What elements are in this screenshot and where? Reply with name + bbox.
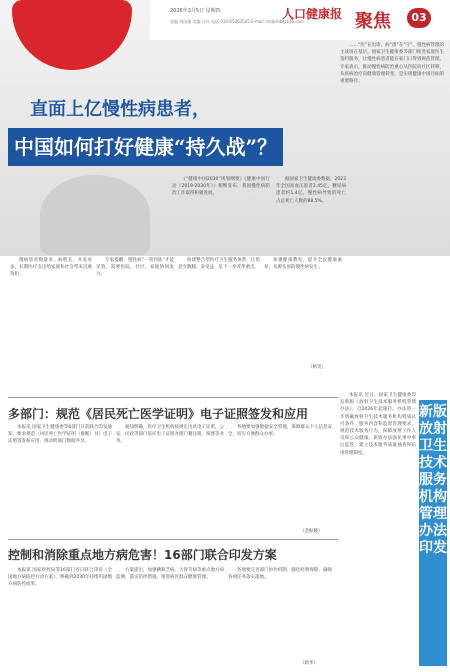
divider — [8, 397, 338, 398]
article-paragraph: 本报讯 国家疾控局等16部门近日联合印发《全国地方病防控行动方案》，明确到2030年持续巩固地方病防控成果。 — [8, 568, 112, 588]
lead-title-line1: 直面上亿慢性病患者， — [30, 99, 210, 120]
lead-body-d — [264, 257, 342, 353]
lead-paragraph: 构建整合型医疗卫生服务体系，让患者少跑腿、多受益，是下一步改革重点。 — [178, 258, 260, 271]
sidebar-paragraph: 本报讯 近日，国家卫生健康委印发新版《放射卫生技术服务机构管理办法》，自2026年起施行。办法进一步明确放射卫生技术服务机构资质认可条件、服务内容和监督管理要求，规范技术服务行为，保障放射工作人员和公众健康。新版办法强化事中事后监管，建立技术服务质量抽查和信用管理制度。 — [340, 393, 416, 456]
lead-column-a — [172, 176, 270, 256]
article2-column-c — [228, 567, 332, 667]
article2-author: （新华） — [300, 661, 318, 666]
editor-meta: 责编 刘雨薇 美编 冯丹 电话 010-65363545 E-mail: rmjkshb@126.com — [170, 19, 304, 24]
lead-column-b — [276, 176, 346, 256]
lead-paragraph: 据国家卫生健康委数据，2023年全国高血压患者2.45亿，糖尿病患者约1.4亿，慢性病导致的死亡占总死亡人数的88.5%。 — [276, 177, 346, 204]
lead-paragraph: 专家提醒，慢性病“一管到底”才能见效，需要医院、社区、家庭协同发力。 — [96, 258, 174, 278]
article2-column-a — [8, 567, 112, 667]
divider — [8, 539, 338, 540]
article-paragraph: 方案提出，加强碘缺乏病、大骨节病等重点地方病监测，落实防控措施，推进病区群众健康管理。 — [116, 568, 224, 581]
lead-paragraph: 加强健康教育，提升全民健康素养，从源头预防慢性病发生。 — [264, 258, 342, 271]
lead-paragraph: 《“健康中国2030”规划纲要》《健康中国行动（2019-2030年）》相继发布，我国慢性病防治工作取得积极进展。 — [172, 177, 270, 197]
lead-body-a — [10, 257, 92, 353]
sidebar-vertical-title: 新版放射卫生技术服务机构管理办法印发 — [419, 400, 447, 666]
lead-body-c — [178, 257, 260, 353]
issue-date: 2026年3月5日 星期四 — [170, 8, 221, 14]
article2-column-b — [116, 567, 224, 667]
newspaper-brand: 人口健康报 — [282, 7, 343, 21]
sidebar-article-body — [340, 392, 416, 668]
section-name: 聚焦 — [355, 11, 391, 32]
lead-body-b — [96, 257, 174, 353]
article-paragraph: 本报讯 国家卫生健康委等6部门日前联合印发通知，要求规范《居民死亡医学证明（推断）书》电子证照签发和应用，推动跨部门数据共享。 — [8, 425, 112, 445]
article1-column-a — [8, 424, 112, 534]
lead-paragraph: ……“医”在出诊，病“患”在“守”。慢性病管理的主战场在基层。国家卫生健康委等部门推进家庭医生签约服务，让慢性病患者能在家门口得到规范管理。专家表示，推动慢性病防治重心从医院向社区转移，从疾病治疗向健康管理转变，是实现健康中国目标的重要路径。 — [340, 43, 444, 85]
article1-column-c — [228, 424, 332, 534]
article1-column-b — [116, 424, 224, 534]
article-paragraph: 通知明确，医疗卫生机构按规定出具电子证照，公安、民政等部门依托电子证照办理户籍注销、殡葬等业务。 — [116, 425, 224, 445]
page-number-badge: 03 — [407, 8, 431, 28]
article-title-endemic-disease: 控制和消除重点地方病危害！16部门联合印发方案 — [8, 548, 277, 562]
article1-author: （金振娅） — [300, 529, 323, 534]
pills-illustration — [40, 175, 150, 255]
lead-paragraph: 慢病患者数量多、病程长、并发症多，长期医疗支出给家庭和社会带来沉重负担。 — [10, 258, 92, 278]
lead-title-line2: 中国如何打好健康“持久战”？ — [8, 128, 283, 166]
lead-column-c — [340, 42, 444, 372]
article-paragraph: 各地要加强数据安全管理，保障群众个人信息安全，切实方便群众办事。 — [228, 425, 332, 438]
article-paragraph: 各地要完善部门协作机制，强化经费保障，确保各项任务落实落地。 — [228, 568, 332, 581]
lead-author: （杨笑） — [308, 365, 326, 370]
article-title-death-certificate: 多部门：规范《居民死亡医学证明》电子证照签发和应用 — [8, 407, 309, 421]
